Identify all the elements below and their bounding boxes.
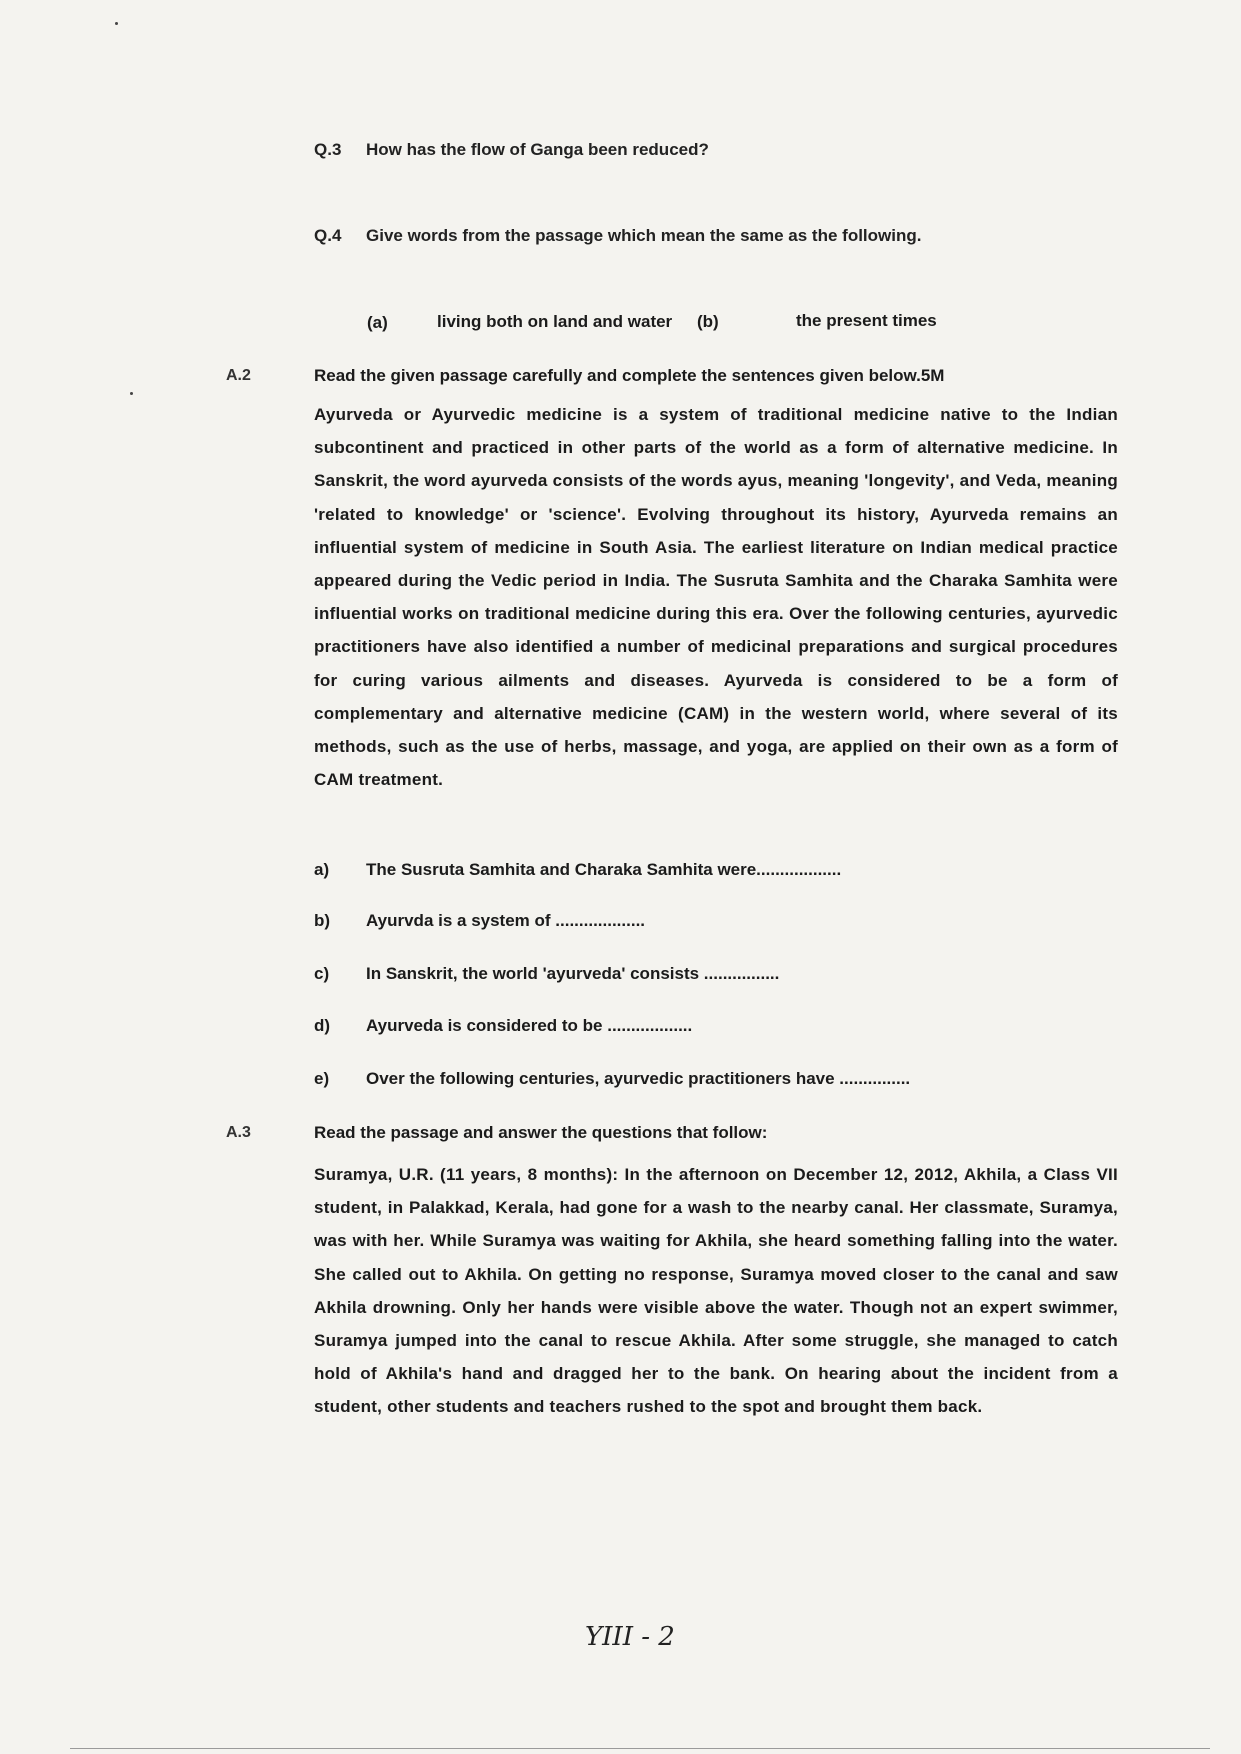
section-instruction: Read the given passage carefully and complete the sentences given below.5M: [314, 366, 945, 385]
item-text: In Sanskrit, the world 'ayurveda' consists ................: [366, 964, 780, 983]
scan-speck: [130, 392, 133, 395]
rescue-passage: Suramya, U.R. (11 years, 8 months): In the afternoon on December 12, 2012, Akhila, a Class VII student, in Palakkad, Kerala, had gone for a wash to the nearby canal. Her classmate, Suramya, was with her. While Suramya was waiting for Akhila, she heard something falling into the water. She called out to Akhila. On getting no response, Suramya moved closer to the canal and saw Akhila drowning. Only her hands were visible above the water. Though not an expert swimmer, Suramya jumped into the canal to rescue Akhila. After some struggle, she managed to catch hold of Akhila's hand and dragged her to the bank. On hearing about the incident from a student, other students and teachers rushed to the spot and brought them back.: [314, 1165, 1118, 1417]
item-text: Over the following centuries, ayurvedic practitioners have ...............: [366, 1069, 911, 1088]
question-number: Q.3: [314, 140, 342, 159]
item-label: e): [314, 1069, 330, 1088]
item-label: c): [314, 964, 330, 983]
item-label: a): [314, 860, 330, 879]
option-b-label: (b): [697, 312, 719, 331]
item-text: The Susruta Samhita and Charaka Samhita were..................: [366, 860, 842, 879]
question-text: Give words from the passage which mean the same as the following.: [366, 226, 922, 245]
item-label: d): [314, 1016, 331, 1035]
page-bottom-edge: [70, 1748, 1210, 1749]
option-a-text: living both on land and water: [437, 312, 673, 331]
ayurveda-passage: Ayurveda or Ayurvedic medicine is a system of traditional medicine native to the Indian subcontinent and practiced in other parts of the world as a form of alternative medicine. In Sanskrit, the word ayurveda consists of the words ayus, meaning 'longevity', and Veda, meaning 'related to knowledge' or 'science'. Evolving throughout its history, Ayurveda remains an influential system of medicine in South Asia. The earliest literature on Indian medical practice appeared during the Vedic period in India. The Susruta Samhita and the Charaka Samhita were influential works on traditional medicine during this era. Over the following centuries, ayurvedic practitioners have also identified a number of medicinal preparations and surgical procedures for curing various ailments and diseases. Ayurveda is considered to be a form of complementary and alternative medicine (CAM) in the western world, where several of its methods, such as the use of herbs, massage, and yoga, are applied on their own as a form of CAM treatment.: [314, 405, 1118, 790]
item-text: Ayurveda is considered to be ..................: [366, 1016, 693, 1035]
section-label: A.2: [226, 367, 251, 384]
question-text: How has the flow of Ganga been reduced?: [366, 140, 709, 159]
section-label: A.3: [226, 1124, 251, 1141]
item-text: Ayurvda is a system of ...................: [366, 911, 646, 930]
question-number: Q.4: [314, 226, 342, 245]
section-instruction: Read the passage and answer the questions that follow:: [314, 1123, 768, 1142]
option-b-text: the present times: [796, 311, 937, 330]
option-a-label: (a): [367, 313, 388, 332]
scan-speck: [115, 22, 118, 25]
item-label: b): [314, 911, 331, 930]
handwritten-page-mark: YIII - 2: [585, 1622, 675, 1652]
